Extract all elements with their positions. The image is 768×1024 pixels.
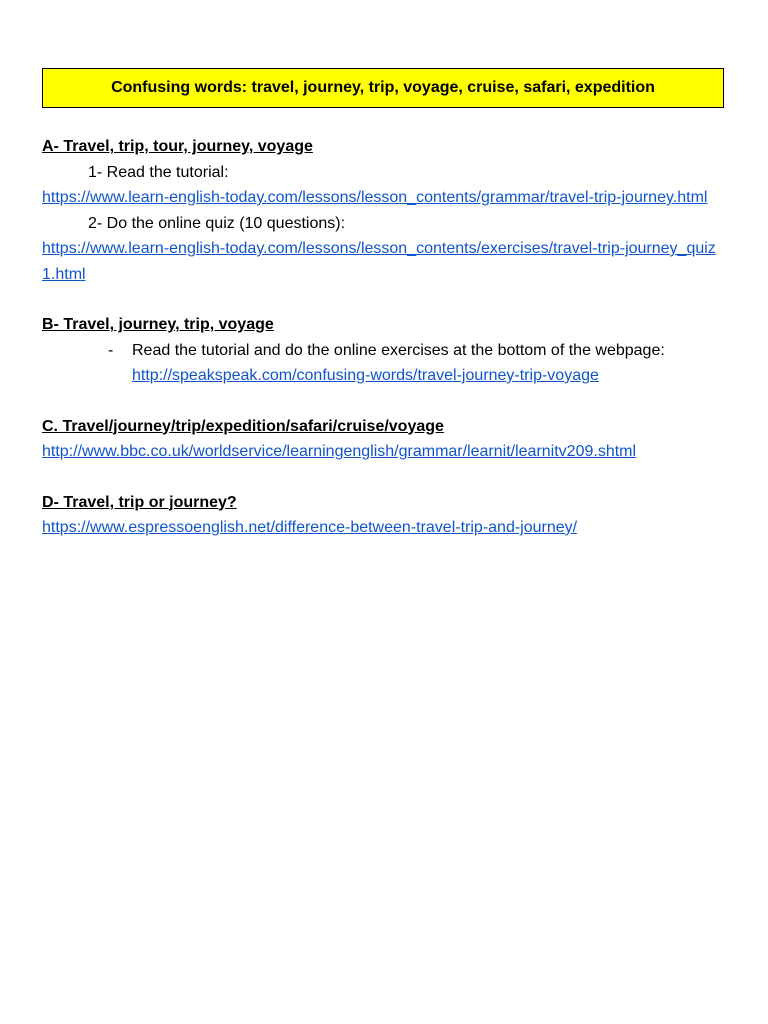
section-a-heading: A- Travel, trip, tour, journey, voyage: [42, 138, 313, 155]
section-b-heading: B- Travel, journey, trip, voyage: [42, 316, 274, 333]
section-a-quiz-link[interactable]: https://www.learn-english-today.com/lessons/lesson_contents/exercises/travel-trip-journey_quiz1.html: [42, 240, 716, 283]
section-d-heading: D- Travel, trip or journey?: [42, 493, 237, 511]
section-c-heading: C. Travel/journey/trip/expedition/safari/cruise/voyage: [42, 417, 444, 435]
title-box: [42, 68, 724, 108]
section-a-tutorial-link[interactable]: https://www.learn-english-today.com/lessons/lesson_contents/grammar/travel-trip-journey.html: [42, 189, 708, 206]
bullet-dash: -: [108, 341, 114, 359]
section-c: [42, 414, 726, 465]
section-c-link[interactable]: http://www.bbc.co.uk/worldservice/learningenglish/grammar/learnit/learnitv209.shtml: [42, 443, 637, 460]
section-d: [42, 490, 726, 541]
document-title: Confusing words: travel, journey, trip, voyage, cruise, safari, expedition: [111, 79, 655, 96]
section-b-bullet: [42, 338, 726, 389]
section-a-step-1: 1- Read the tutorial:: [88, 163, 229, 181]
section-b: [42, 312, 726, 389]
section-a-step-2: 2- Do the online quiz (10 questions):: [88, 214, 346, 232]
section-d-link[interactable]: https://www.espressoenglish.net/difference-between-travel-trip-and-journey/: [42, 519, 578, 536]
section-b-bullet-text: Read the tutorial and do the online exercises at the bottom of the webpage:: [132, 341, 665, 359]
section-b-bullet-body: [132, 338, 726, 389]
section-a: [42, 134, 726, 287]
section-b-link[interactable]: http://speakspeak.com/confusing-words/travel-journey-trip-voyage: [132, 367, 599, 384]
document-body: [42, 134, 726, 566]
